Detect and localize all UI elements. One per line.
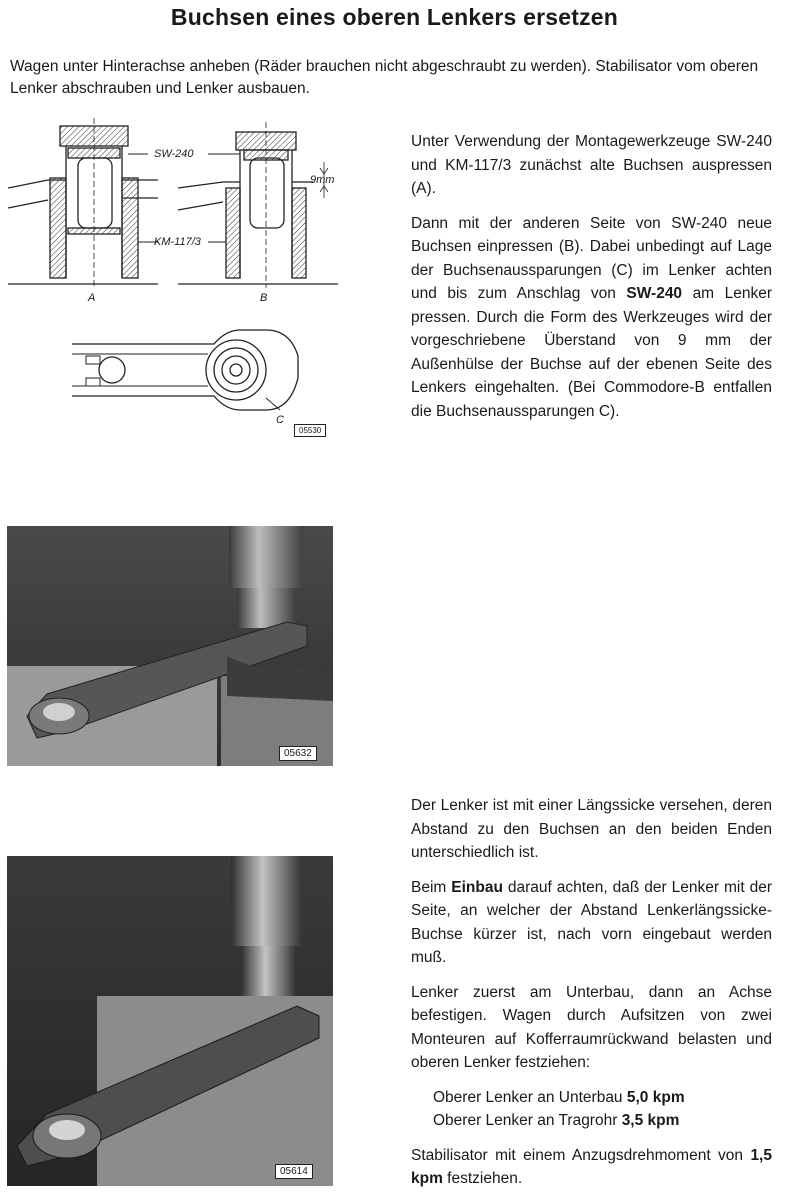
torque-row-unterbau: Oberer Lenker an Unterbau 5,0 kpm xyxy=(433,1088,685,1106)
photo1-figure-number: 05632 xyxy=(279,746,317,761)
page-title: Buchsen eines oberen Lenkers ersetzen xyxy=(170,4,619,30)
tool-label-sw240: SW-240 xyxy=(154,148,194,160)
paragraph-befestigen: Lenker zuerst am Unterbau, dann an Achse befestigen. Wagen durch Aufsitzen von zwei Monteuren auf Kofferraumrückwand belasten und oberen Lenker festziehen: xyxy=(411,983,772,1071)
view-a-section xyxy=(8,118,158,288)
instructions-section-1 xyxy=(411,130,772,434)
bushing-diagram xyxy=(8,118,338,448)
paragraph-press-in: Dann mit der anderen Seite von SW-240 neue Buchsen einpressen (B). Dabei unbedingt auf Lage der Buchsenaussparungen (C) im Lenker achten und bis zum Anschlag von SW-240 am Lenker pressen. Durch die Form des Werkzeuges wird der vorgeschriebene Überstand von 9 mm der Außenhülse der Buchse auf der ebenen Seite des Lenkers eingehalten. (Bei Commodore-B entfallen die Buchsenaussparungen C). xyxy=(411,214,772,420)
paragraph-einbau: Beim Einbau darauf achten, daß der Lenker mit der Seite, an welcher der Abstand Lenkerlängssicke-Buchse kürzer ist, nach vorn eingebaut werden muß. xyxy=(411,878,772,966)
paragraph-tools: Unter Verwendung der Montagewerkzeuge SW-240 und KM-117/3 zunächst alte Buchsen auspressen (A). xyxy=(411,133,772,197)
figure-number: 05530 xyxy=(294,424,326,437)
bushing-diagram-drawing xyxy=(8,118,338,448)
control-arm-plan-view xyxy=(72,330,298,410)
intro-paragraph: Wagen unter Hinterachse anheben (Räder brauchen nicht abgeschraubt zu werden). Stabilisator vom oberen Lenker abschrauben und Lenker ausbauen. xyxy=(10,58,759,97)
view-label-b: B xyxy=(260,292,268,304)
paragraph-stabilisator: Stabilisator mit einem Anzugsdrehmoment von 1,5 kpm festziehen. xyxy=(411,1146,772,1187)
view-b-section xyxy=(178,122,338,288)
view-label-c: C xyxy=(276,414,284,426)
dimension-label: 9mm xyxy=(310,174,335,186)
photo-press-tool xyxy=(7,526,333,766)
photo2-figure-number: 05614 xyxy=(275,1164,313,1179)
photo-control-arm-install xyxy=(7,856,333,1186)
torque-values xyxy=(411,1086,772,1132)
instructions-section-2 xyxy=(411,794,772,1202)
paragraph-laengssicke: Der Lenker ist mit einer Längssicke versehen, deren Abstand zu den Buchsen an den beiden Enden unterschiedlich ist. xyxy=(411,797,772,861)
view-label-a: A xyxy=(88,292,96,304)
torque-row-tragrohr: Oberer Lenker an Tragrohr 3,5 kpm xyxy=(433,1111,680,1129)
tool-label-km117: KM-117/3 xyxy=(154,236,201,248)
